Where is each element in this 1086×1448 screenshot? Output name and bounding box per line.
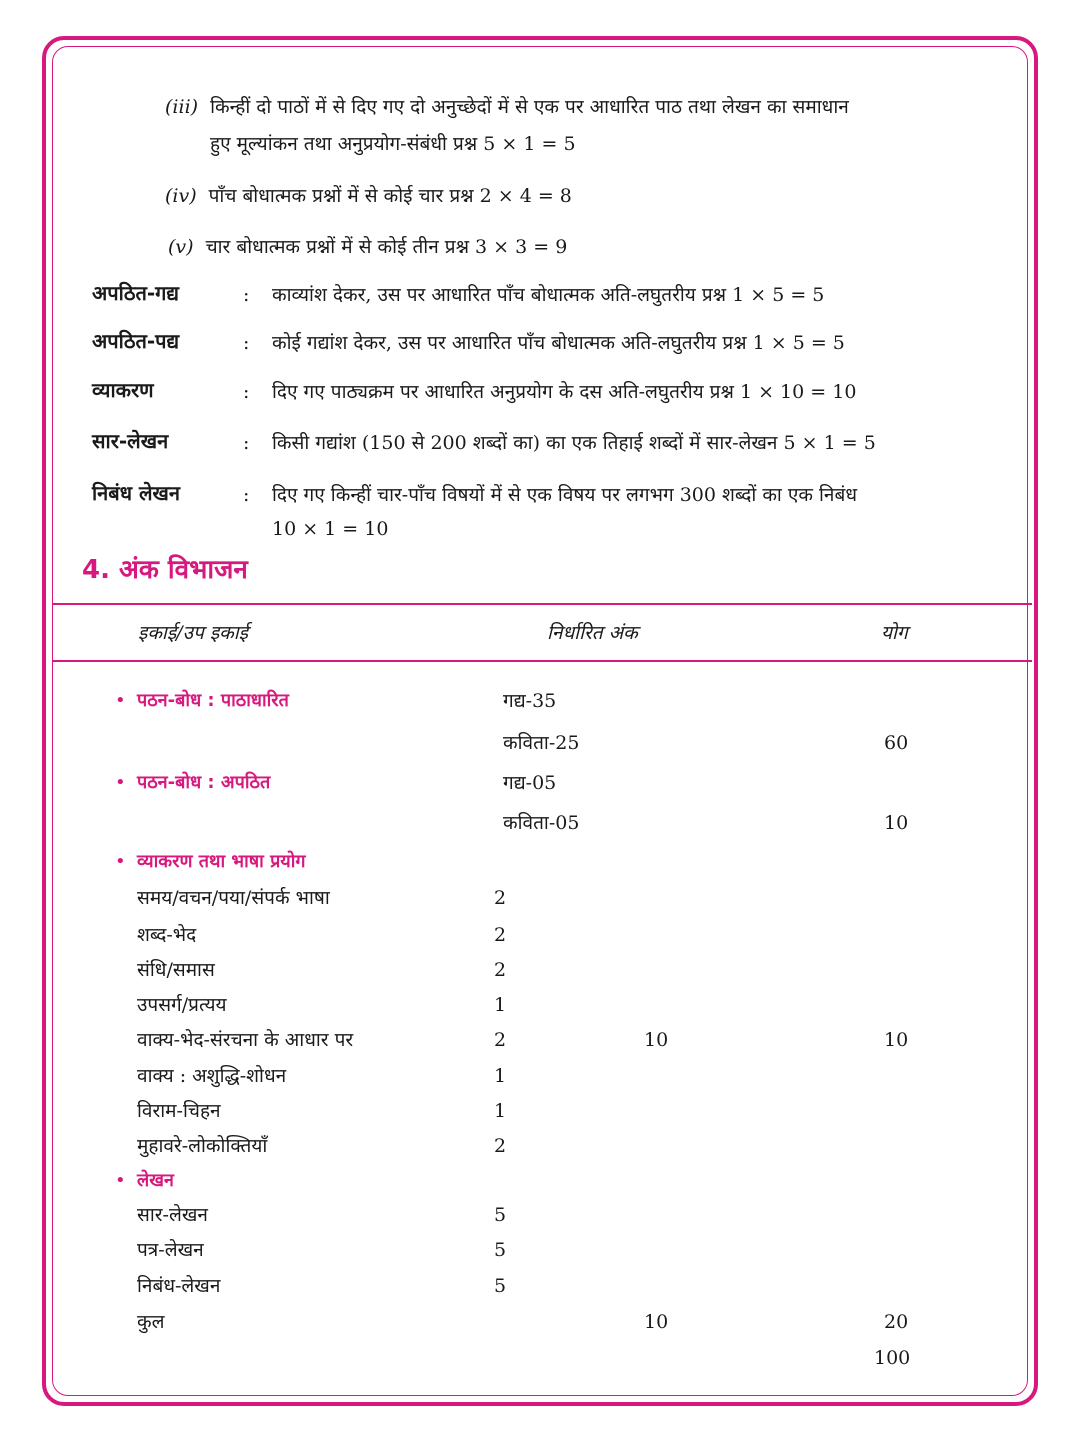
table-row-marks: 2: [494, 924, 507, 946]
table-row-marks: 5: [494, 1275, 507, 1297]
table-header-rule: [52, 660, 1032, 662]
section-text: कोई गद्यांश देकर, उस पर आधारित पाँच बोधात्मक अति-लघुतरीय प्रश्न 1 × 5 = 5: [272, 332, 845, 354]
table-row-marks: 1: [494, 994, 507, 1016]
group-title: लेखन: [137, 1170, 174, 1191]
table-top-rule: [52, 603, 1032, 605]
section-text: काव्यांश देकर, उस पर आधारित पाँच बोधात्मक अति-लघुतरीय प्रश्न 1 × 5 = 5: [272, 284, 825, 306]
item-iii: [165, 95, 849, 119]
table-row-label: मुहावरे-लोकोक्तियाँ: [137, 1135, 268, 1157]
table-cell-sub: कविता-05: [503, 812, 580, 834]
table-row-label: शब्द-भेद: [137, 924, 197, 946]
item-v: [168, 235, 567, 259]
total-label: कुल: [137, 1311, 165, 1333]
table-cell-total: 60: [884, 732, 909, 754]
section-colon: :: [243, 432, 250, 454]
section-heading: 4. अंक विभाजन: [82, 555, 248, 585]
section-text: किसी गद्यांश (150 से 200 शब्दों का) का एक तिहाई शब्दों में सार-लेखन 5 × 1 = 5: [272, 432, 876, 454]
table-row-marks: 2: [494, 887, 507, 909]
table-row-label: उपसर्ग/प्रत्यय: [137, 994, 227, 1016]
section-label: सार-लेखन: [92, 429, 169, 453]
section-colon: :: [243, 332, 250, 354]
table-header-assigned: निर्धारित अंक: [547, 622, 638, 644]
section-colon: :: [243, 381, 250, 403]
table-cell-sub: गद्य-05: [503, 772, 557, 794]
table-row-label: निबंध-लेखन: [137, 1275, 221, 1297]
table-row-label: वाक्य : अशुद्धि-शोधन: [137, 1065, 287, 1087]
table-cell-sub: कविता-25: [503, 732, 580, 754]
grand-total: 100: [874, 1347, 911, 1369]
table-header-unit: इकाई/उप इकाई: [138, 622, 248, 644]
item-iii-text: किन्हीं दो पाठों में से दिए गए दो अनुच्छेदों में से एक पर आधारित पाठ तथा लेखन का समाधान: [210, 96, 849, 118]
section-label: व्याकरण: [92, 378, 154, 402]
bullet: •: [115, 772, 126, 793]
table-row-marks: 5: [494, 1204, 507, 1226]
item-iv: [165, 184, 572, 208]
item-v-number: (v): [168, 236, 194, 258]
table-cell-total: 10: [884, 1029, 909, 1051]
bullet: •: [115, 1170, 126, 1191]
table-row-label: विराम-चिहन: [137, 1100, 221, 1122]
table-row-marks: 2: [494, 959, 507, 981]
table-cell-sub: गद्य-35: [503, 690, 557, 712]
group-title: व्याकरण तथा भाषा प्रयोग: [137, 851, 306, 872]
section-label: निबंध लेखन: [92, 481, 180, 505]
table-row-label: संधि/समास: [137, 959, 215, 981]
bullet: •: [115, 690, 126, 711]
section-label: अपठित-पद्य: [92, 329, 180, 353]
section-text-continuation: 10 × 1 = 10: [272, 518, 389, 540]
table-row-marks: 1: [494, 1065, 507, 1087]
section-text: दिए गए किन्हीं चार-पाँच विषयों में से एक विषय पर लगभग 300 शब्दों का एक निबंध: [272, 484, 858, 506]
item-v-text: चार बोधात्मक प्रश्नों में से कोई तीन प्रश्न 3 × 3 = 9: [205, 236, 568, 258]
table-header-total: योग: [881, 622, 908, 644]
table-row-marks: 2: [494, 1135, 507, 1157]
item-iii-continuation: हुए मूल्यांकन तथा अनुप्रयोग-संबंधी प्रश्न 5 × 1 = 5: [210, 133, 576, 155]
group-title: पठन-बोध : पाठाधारित: [137, 690, 289, 711]
table-row-label: समय/वचन/पया/संपर्क भाषा: [137, 887, 330, 909]
table-cell-assigned: 10: [644, 1029, 669, 1051]
section-label: अपठित-गद्य: [92, 281, 180, 305]
total-assigned: 10: [644, 1311, 669, 1333]
bullet: •: [115, 851, 126, 872]
item-iv-number: (iv): [165, 185, 197, 207]
table-row-marks: 2: [494, 1029, 507, 1051]
table-row-marks: 5: [494, 1239, 507, 1261]
table-row-label: सार-लेखन: [137, 1204, 208, 1226]
table-row-label: पत्र-लेखन: [137, 1239, 204, 1261]
section-colon: :: [243, 284, 250, 306]
table-row-marks: 1: [494, 1100, 507, 1122]
group-title: पठन-बोध : अपठित: [137, 772, 271, 793]
item-iv-text: पाँच बोधात्मक प्रश्नों में से कोई चार प्रश्न 2 × 4 = 8: [208, 185, 572, 207]
table-cell-total: 10: [884, 812, 909, 834]
total-sum: 20: [884, 1311, 909, 1333]
section-colon: :: [243, 484, 250, 506]
section-text: दिए गए पाठ्यक्रम पर आधारित अनुप्रयोग के दस अति-लघुतरीय प्रश्न 1 × 10 = 10: [272, 381, 857, 403]
table-row-label: वाक्य-भेद-संरचना के आधार पर: [137, 1029, 354, 1051]
item-iii-number: (iii): [165, 96, 199, 118]
